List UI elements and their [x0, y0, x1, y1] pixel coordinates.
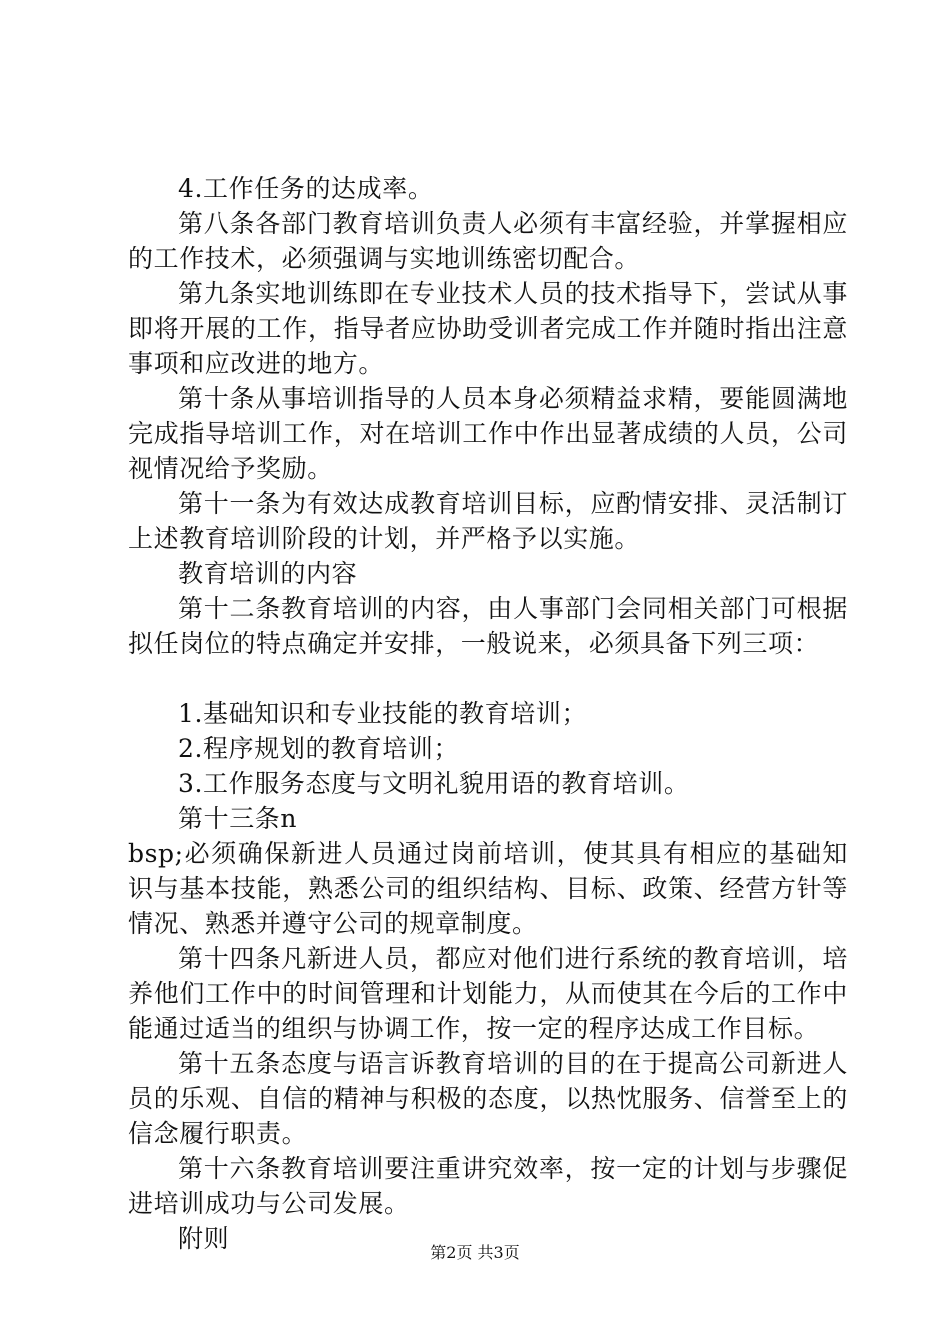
list-item-3: 3.工作服务态度与文明礼貌用语的教育培训。	[178, 769, 690, 798]
paragraph-article-10: 第十条从事培训指导的人员本身必须精益求精，要能圆满地完成指导培训工作，对在培训工作中作出显著成绩的人员，公司视情况给予奖励。	[128, 384, 848, 483]
paragraph-article-8: 第八条各部门教育培训负责人必须有丰富经验，并掌握相应的工作技术，必须强调与实地训练密切配合。	[128, 209, 848, 273]
paragraph-article-12: 第十二条教育培训的内容，由人事部门会同相关部门可根据拟任岗位的特点确定并安排，一般说来，必须具备下列三项：	[128, 594, 848, 658]
paragraph-article-14: 第十四条凡新进人员，都应对他们进行系统的教育培训，培养他们工作中的时间管理和计划能力，从而使其在今后的工作中能通过适当的组织与协调工作，按一定的程序达成工作目标。	[128, 944, 848, 1043]
paragraph-article-9: 第九条实地训练即在专业技术人员的技术指导下，尝试从事即将开展的工作，指导者应协助受训者完成工作并随时指出注意事项和应改进的地方。	[128, 279, 848, 378]
list-item-1: 1.基础知识和专业技能的教育培训；	[178, 699, 588, 728]
page-footer	[0, 1242, 950, 1264]
document-body	[128, 171, 848, 1256]
page-number: 第2页 共3页	[430, 1243, 520, 1262]
list-item-2: 2.程序规划的教育培训；	[178, 734, 460, 763]
paragraph-item-4: 4.工作任务的达成率。	[178, 174, 434, 203]
paragraph-article-13-body: bsp;必须确保新进人员通过岗前培训，使其具有相应的基础知识与基本技能，熟悉公司的组织结构、目标、政策、经营方针等情况、熟悉并遵守公司的规章制度。	[128, 839, 848, 938]
paragraph-article-15: 第十五条态度与语言诉教育培训的目的在于提高公司新进人员的乐观、自信的精神与积极的态度，以热忱服务、信誉至上的信念履行职责。	[128, 1049, 848, 1148]
paragraph-article-16: 第十六条教育培训要注重讲究效率，按一定的计划与步骤促进培训成功与公司发展。	[128, 1154, 848, 1218]
paragraph-article-11: 第十一条为有效达成教育培训目标，应酌情安排、灵活制订上述教育培训阶段的计划，并严格予以实施。	[128, 489, 848, 553]
section-heading-training-content: 教育培训的内容	[178, 559, 358, 588]
paragraph-article-13-heading: 第十三条n	[178, 804, 298, 833]
section-heading-supplementary: 附则	[178, 1224, 230, 1253]
